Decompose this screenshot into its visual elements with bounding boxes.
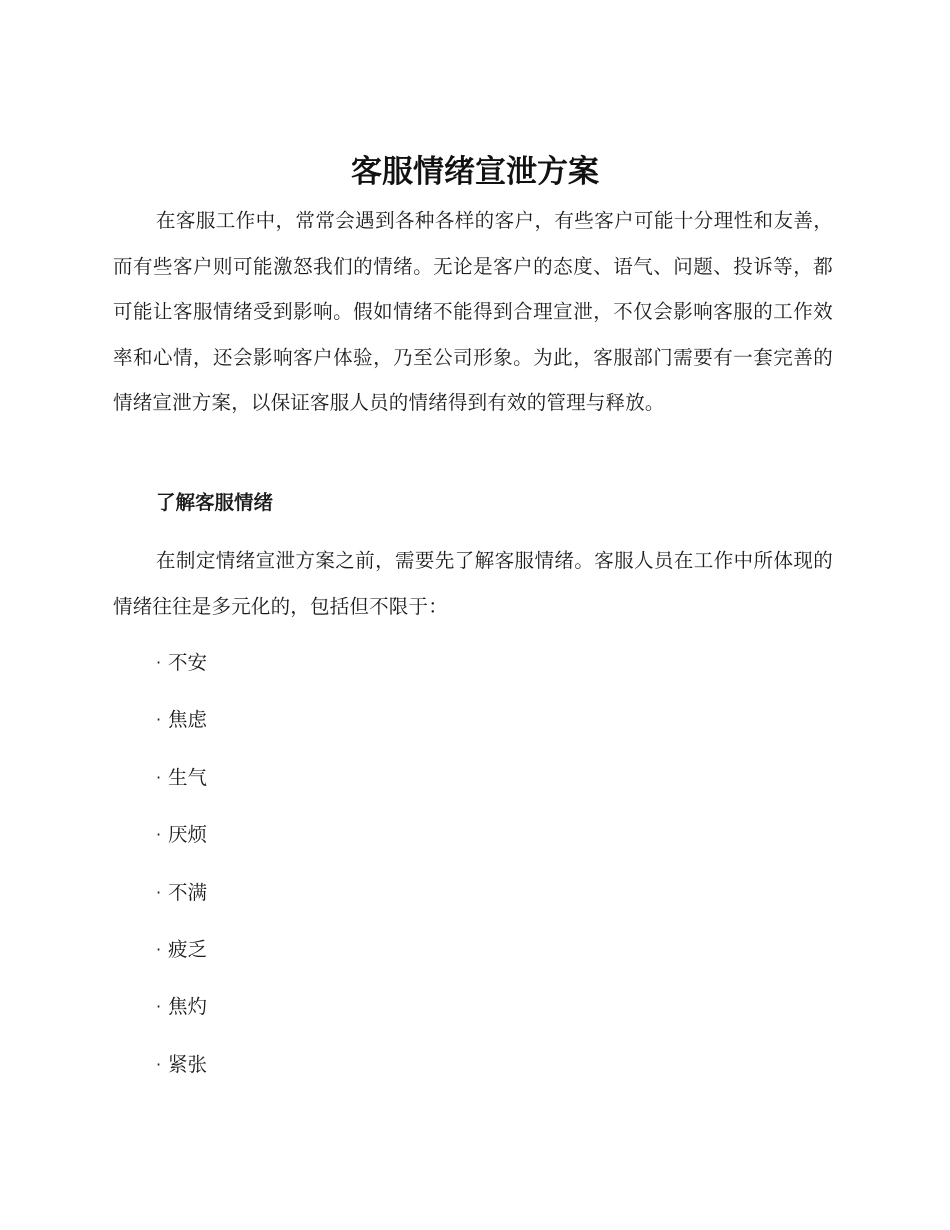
list-item-text: 厌烦 bbox=[168, 823, 208, 847]
emotion-list bbox=[156, 645, 207, 1104]
list-item-text: 生气 bbox=[168, 765, 208, 789]
list-item bbox=[156, 1047, 207, 1104]
list-item-text: 不满 bbox=[168, 880, 208, 904]
list-item-text: 焦灼 bbox=[168, 995, 208, 1019]
bullet-icon: · bbox=[156, 1054, 162, 1074]
section-paragraph: 在制定情绪宣泄方案之前，需要先了解客服情绪。客服人员在工作中所体现的情绪往往是多元化的，包括但不限于： bbox=[113, 549, 833, 618]
list-item bbox=[156, 702, 207, 759]
list-item bbox=[156, 645, 207, 702]
bullet-icon: · bbox=[156, 939, 162, 959]
bullet-icon: · bbox=[156, 825, 162, 845]
list-item bbox=[156, 760, 207, 817]
section-heading: 了解客服情绪 bbox=[156, 491, 274, 514]
list-item bbox=[156, 875, 207, 932]
list-item-text: 不安 bbox=[168, 651, 208, 674]
list-item bbox=[156, 932, 207, 989]
bullet-icon: · bbox=[156, 710, 162, 730]
bullet-icon: · bbox=[156, 882, 162, 902]
list-item bbox=[156, 817, 207, 874]
bullet-icon: · bbox=[156, 767, 162, 787]
list-item-text: 焦虑 bbox=[168, 708, 208, 732]
list-item-text: 紧张 bbox=[168, 1052, 208, 1076]
list-item-text: 疲乏 bbox=[168, 937, 208, 961]
bullet-icon: · bbox=[156, 997, 162, 1017]
intro-paragraph: 在客服工作中，常常会遇到各种各样的客户，有些客户可能十分理性和友善，而有些客户则可能激怒我们的情绪。无论是客户的态度、语气、问题、投诉等，都可能让客服情绪受到影响。假如情绪不能得到合理宣泄，不仅会影响客服的工作效率和心情，还会影响客户体验，乃至公司形象。为此，客服部门需要有一套完善的情绪宣泄方案，以保证客服人员的情绪得到有效的管理与释放。 bbox=[113, 209, 833, 414]
bullet-icon: · bbox=[156, 653, 162, 672]
list-item bbox=[156, 989, 207, 1046]
document-title: 客服情绪宣泄方案 bbox=[351, 154, 599, 190]
